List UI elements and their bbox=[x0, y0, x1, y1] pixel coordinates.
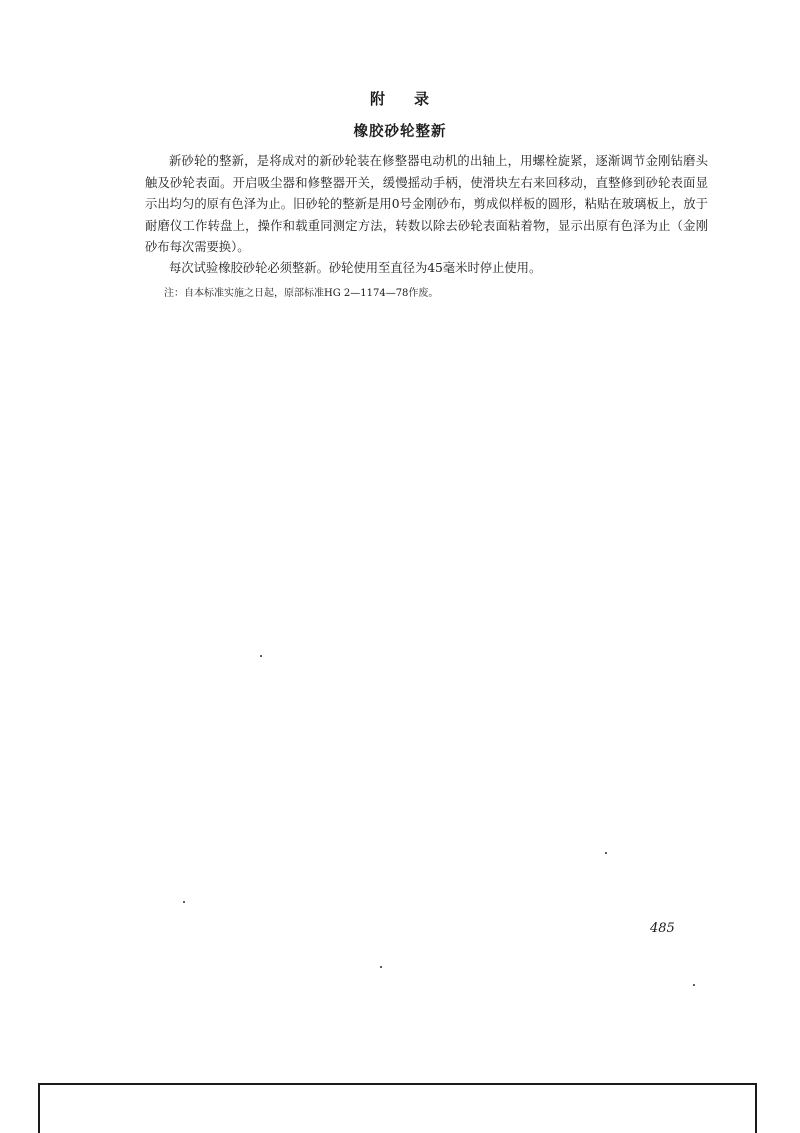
appendix-heading-char-1: 附 bbox=[369, 90, 386, 108]
scan-speck bbox=[380, 966, 382, 968]
bottom-frame-border bbox=[38, 1083, 757, 1133]
section-title: 橡胶砂轮整新 bbox=[353, 123, 447, 140]
appendix-heading-char-2: 录 bbox=[414, 90, 431, 108]
body-paragraph-1: 新砂轮的整新，是将成对的新砂轮装在修整器电动机的出轴上，用螺栓旋紧，逐渐调节金刚钻磨头触及砂轮表面。开启吸尘器和修整器开关，缓慢摇动手柄，使滑块左右来回移动，直整修到砂轮表面显示出均匀的原有色泽为止。旧砂轮的整新是用0号金刚砂布，剪成似样板的圆形，粘贴在玻璃板上，放于耐磨仪工作转盘上，操作和载重同测定方法，转数以除去砂轮表面粘着物，显示出原有色泽为止（金刚砂布每次需要换）。 bbox=[145, 154, 708, 254]
scan-speck bbox=[183, 901, 185, 903]
footnote: 注：自本标准实施之日起，原部标准HG 2—1174—78作废。 bbox=[164, 288, 439, 299]
page-number: 485 bbox=[650, 921, 675, 936]
scan-speck bbox=[693, 984, 695, 986]
scan-speck bbox=[260, 655, 262, 657]
appendix-heading bbox=[0, 88, 800, 109]
scan-speck bbox=[605, 852, 607, 854]
body-paragraph-2: 每次试验橡胶砂轮必须整新。砂轮使用至直径为45毫米时停止使用。 bbox=[169, 261, 542, 275]
